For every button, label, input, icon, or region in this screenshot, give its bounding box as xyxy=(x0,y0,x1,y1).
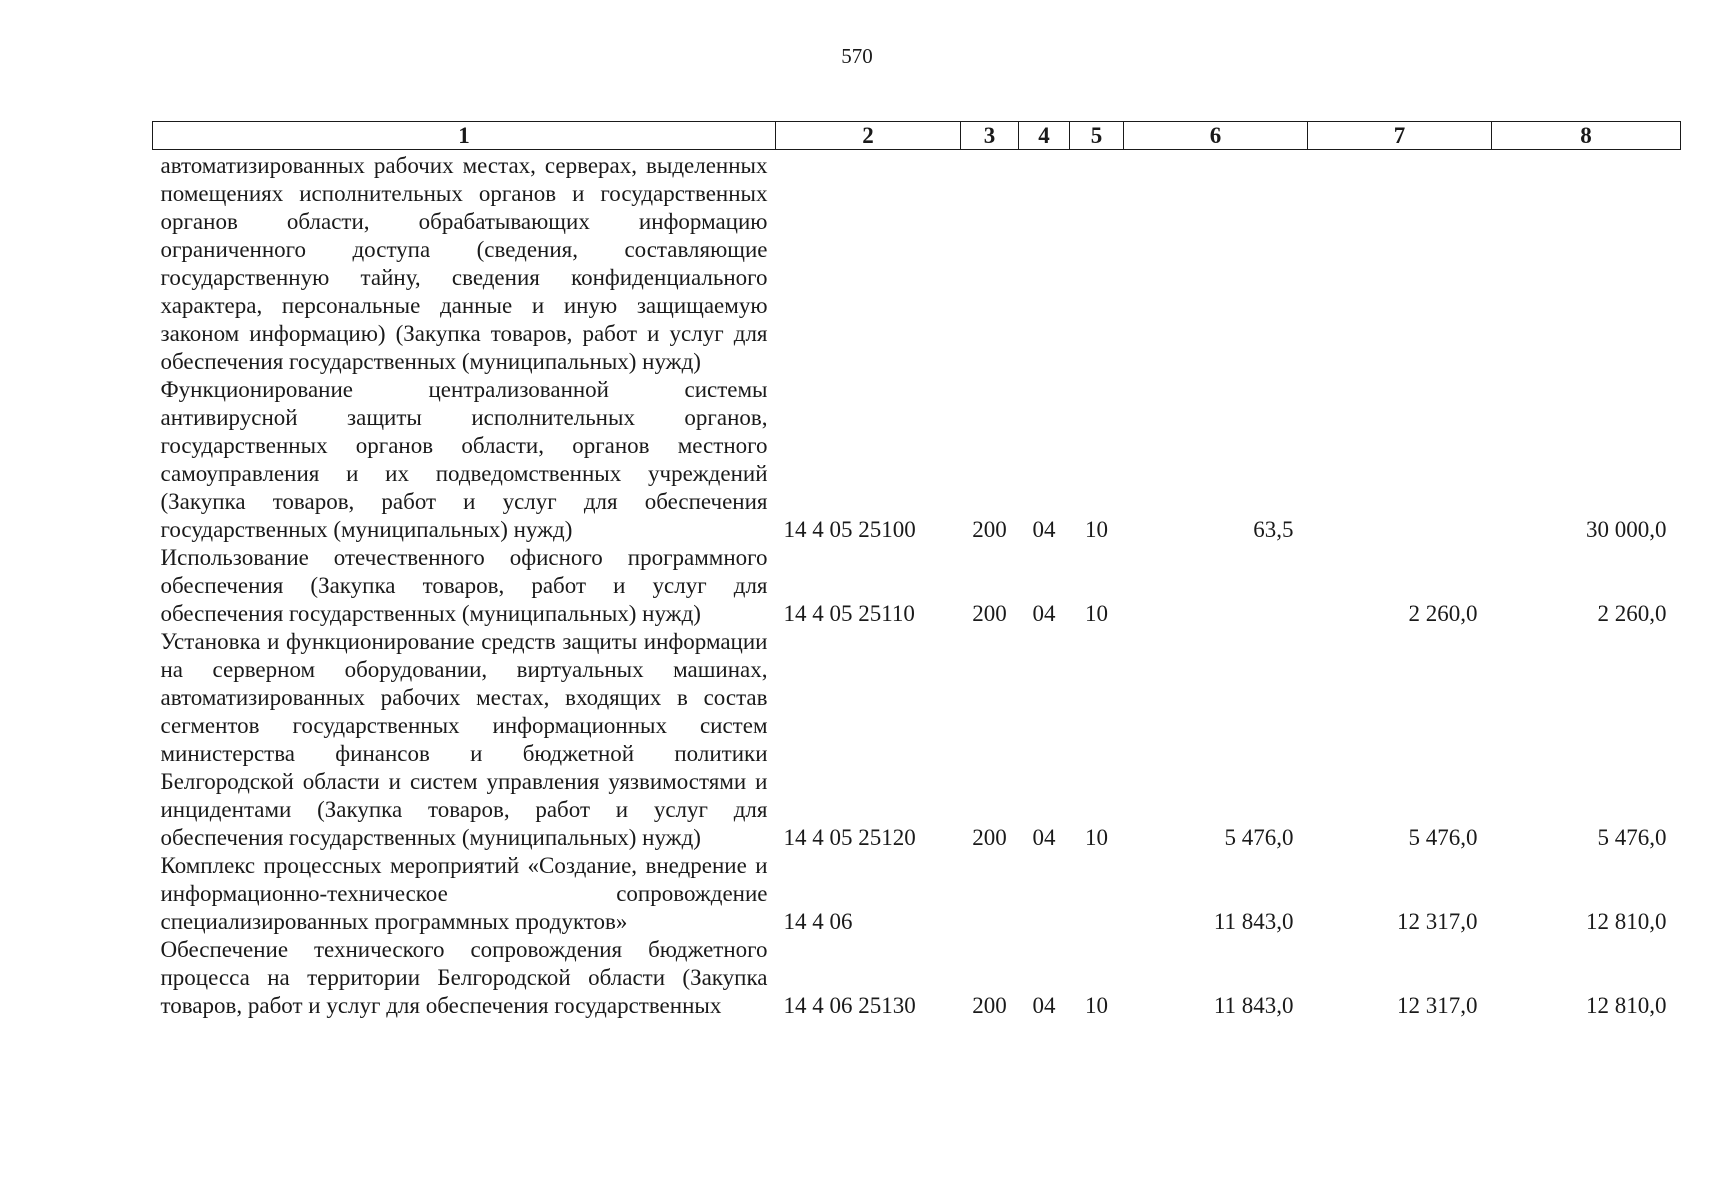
item-value-7: 5 476,0 xyxy=(1408,825,1478,850)
item-name: автоматизированных рабочих местах, серверах, выделенных помещениях исполнительных органов и государственных органов области, обрабатывающих информацию ограниченного доступа (сведения, составляющие государственную тайну, сведения конфиденциального характера, персональные данные и иную защищаемую законом информацию) (Закупка товаров, работ и услуг для обеспечения государственных (муниципальных) нужд) xyxy=(160,153,768,374)
column-header: 1 xyxy=(153,122,776,150)
item-subsection: 10 xyxy=(1085,517,1108,542)
item-name: Функционирование централизованной системы антивирусной защиты исполнительных органов, государственных органов области, органов местного самоуправления и их подведомственных учреждений (Закупка товаров, работ и услуг для обеспечения государственных (муниципальных) нужд) xyxy=(160,377,768,542)
table-row xyxy=(153,852,1681,936)
item-subsection xyxy=(1070,852,1124,936)
column-header: 6 xyxy=(1124,122,1308,150)
item-name: Комплекс процессных мероприятий «Создание, внедрение и информационно-техническое сопровождение специализированных программных продуктов» xyxy=(160,853,768,934)
column-header: 7 xyxy=(1308,122,1492,150)
item-subsection: 10 xyxy=(1085,993,1108,1018)
item-value-6 xyxy=(1124,544,1308,628)
item-code: 14 4 06 xyxy=(783,909,853,934)
item-value-8 xyxy=(1492,150,1681,377)
item-value-7: 12 317,0 xyxy=(1397,993,1478,1018)
item-section xyxy=(1019,852,1070,936)
table-body xyxy=(153,150,1681,1021)
column-header: 3 xyxy=(961,122,1019,150)
table-row xyxy=(153,628,1681,852)
item-expense-type xyxy=(961,150,1019,377)
item-value-8: 2 260,0 xyxy=(1597,601,1667,626)
item-subsection: 10 xyxy=(1085,601,1108,626)
item-value-6: 5 476,0 xyxy=(1224,825,1294,850)
item-expense-type: 200 xyxy=(972,601,1007,626)
column-header: 2 xyxy=(776,122,961,150)
budget-table xyxy=(152,121,1681,1020)
item-expense-type: 200 xyxy=(972,993,1007,1018)
item-expense-type xyxy=(961,852,1019,936)
item-value-7 xyxy=(1308,376,1492,544)
table-header xyxy=(153,122,1681,150)
item-name: Установка и функционирование средств защиты информации на серверном оборудовании, виртуальных машинах, автоматизированных рабочих местах, входящих в состав сегментов государственных информационных систем министерства финансов и бюджетной политики Белгородской области и систем управления уязвимостями и инцидентами (Закупка товаров, работ и услуг для обеспечения государственных (муниципальных) нужд) xyxy=(160,629,768,850)
item-code: 14 4 05 25100 xyxy=(783,517,916,542)
column-header: 8 xyxy=(1492,122,1681,150)
table-row xyxy=(153,150,1681,377)
budget-table-container xyxy=(152,121,1680,1020)
item-name: Использование отечественного офисного программного обеспечения (Закупка товаров, работ и услуг для обеспечения государственных (муниципальных) нужд) xyxy=(160,545,768,626)
item-value-8: 5 476,0 xyxy=(1597,825,1667,850)
item-section: 04 xyxy=(1032,517,1056,542)
item-value-6: 11 843,0 xyxy=(1213,909,1294,934)
column-header: 4 xyxy=(1019,122,1070,150)
item-section: 04 xyxy=(1032,825,1056,850)
item-value-7: 2 260,0 xyxy=(1408,601,1478,626)
item-section: 04 xyxy=(1032,993,1056,1018)
table-row xyxy=(153,376,1681,544)
item-section: 04 xyxy=(1032,601,1056,626)
item-code: 14 4 06 25130 xyxy=(783,993,916,1018)
item-code xyxy=(776,150,961,377)
table-row xyxy=(153,936,1681,1020)
item-expense-type: 200 xyxy=(972,517,1007,542)
header-row xyxy=(153,122,1681,150)
item-subsection xyxy=(1070,150,1124,377)
item-value-6 xyxy=(1124,150,1308,377)
page-number: 570 xyxy=(841,44,873,68)
item-value-7 xyxy=(1308,150,1492,377)
table-row xyxy=(153,544,1681,628)
item-subsection: 10 xyxy=(1085,825,1108,850)
item-section xyxy=(1019,150,1070,377)
item-value-6: 11 843,0 xyxy=(1213,993,1294,1018)
item-code: 14 4 05 25120 xyxy=(783,825,916,850)
item-value-8: 30 000,0 xyxy=(1586,517,1667,542)
item-expense-type: 200 xyxy=(972,825,1007,850)
item-value-8: 12 810,0 xyxy=(1586,993,1667,1018)
item-code: 14 4 05 25110 xyxy=(783,601,915,626)
item-value-6: 63,5 xyxy=(1253,517,1294,542)
item-value-7: 12 317,0 xyxy=(1397,909,1478,934)
item-value-8: 12 810,0 xyxy=(1586,909,1667,934)
item-name: Обеспечение технического сопровождения бюджетного процесса на территории Белгородской области (Закупка товаров, работ и услуг для обеспечения государственных xyxy=(160,937,768,1018)
column-header: 5 xyxy=(1070,122,1124,150)
